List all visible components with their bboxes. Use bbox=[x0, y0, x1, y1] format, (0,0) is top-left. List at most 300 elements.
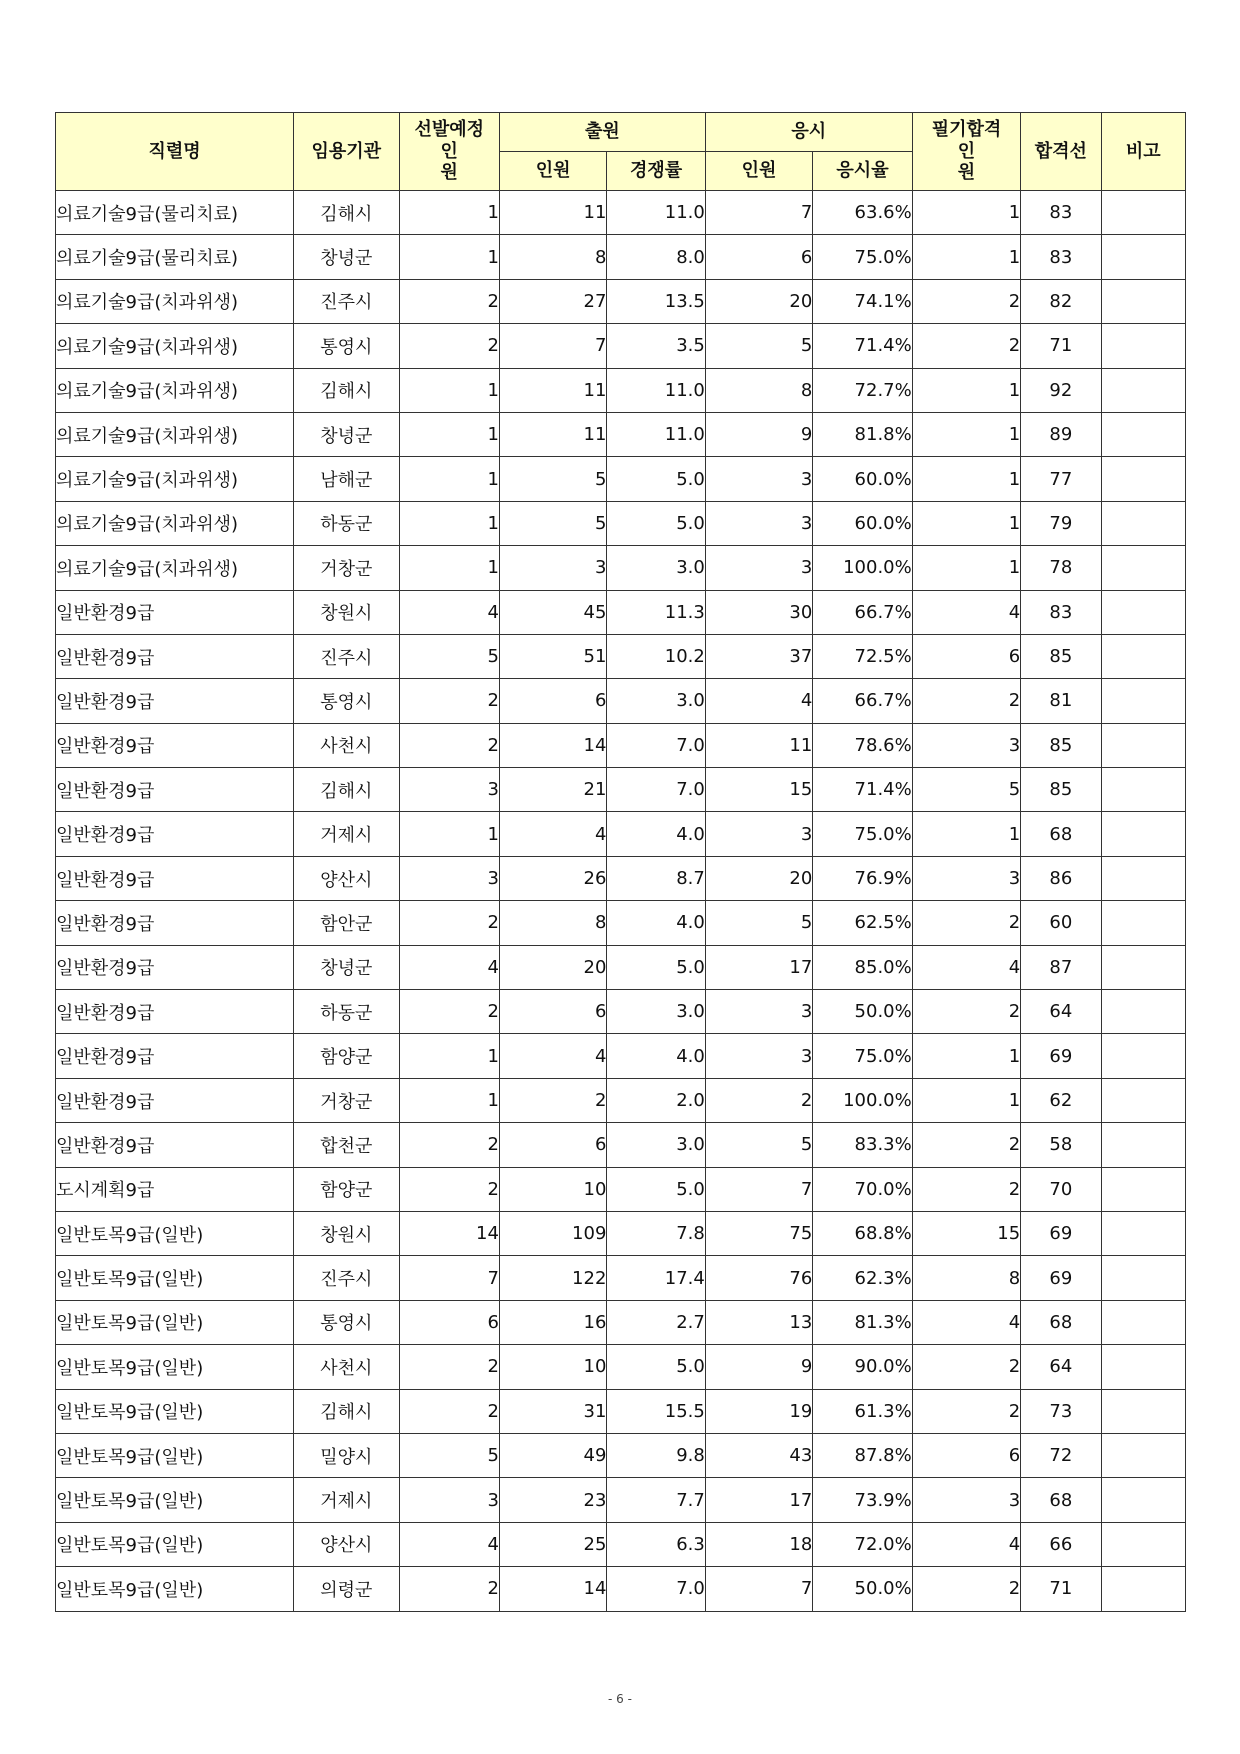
cell-job: 일반환경9급 bbox=[56, 990, 294, 1034]
cell-job: 의료기술9급(치과위생) bbox=[56, 501, 294, 545]
cell-remarks bbox=[1101, 191, 1185, 235]
cell-took-rate: 75.0% bbox=[813, 1034, 912, 1078]
cell-applied-count: 7 bbox=[499, 324, 606, 368]
table-row bbox=[56, 191, 1186, 235]
cell-passed: 1 bbox=[912, 457, 1020, 501]
cell-passed: 1 bbox=[912, 368, 1020, 412]
cell-passed: 2 bbox=[912, 1167, 1020, 1211]
cell-took-rate: 90.0% bbox=[813, 1345, 912, 1389]
cell-agency: 김해시 bbox=[294, 368, 399, 412]
cell-cutoff: 68 bbox=[1021, 812, 1101, 856]
cell-job: 의료기술9급(물리치료) bbox=[56, 235, 294, 279]
cell-agency: 진주시 bbox=[294, 1256, 399, 1300]
cell-took-count: 20 bbox=[705, 279, 812, 323]
cell-cutoff: 86 bbox=[1021, 856, 1101, 900]
cell-planned: 2 bbox=[399, 723, 499, 767]
cell-remarks bbox=[1101, 324, 1185, 368]
cell-took-rate: 74.1% bbox=[813, 279, 912, 323]
cell-agency: 거제시 bbox=[294, 1478, 399, 1522]
cell-job: 의료기술9급(치과위생) bbox=[56, 324, 294, 368]
cell-took-rate: 75.0% bbox=[813, 812, 912, 856]
cell-applied-count: 8 bbox=[499, 901, 606, 945]
cell-took-count: 5 bbox=[705, 324, 812, 368]
table-row bbox=[56, 1567, 1186, 1611]
cell-took-rate: 71.4% bbox=[813, 324, 912, 368]
cell-applied-count: 26 bbox=[499, 856, 606, 900]
header-job: 직렬명 bbox=[56, 113, 294, 191]
cell-job: 일반환경9급 bbox=[56, 634, 294, 678]
cell-passed: 2 bbox=[912, 1345, 1020, 1389]
cell-remarks bbox=[1101, 723, 1185, 767]
cell-agency: 김해시 bbox=[294, 768, 399, 812]
cell-applied-count: 5 bbox=[499, 501, 606, 545]
cell-planned: 1 bbox=[399, 457, 499, 501]
cell-job: 일반환경9급 bbox=[56, 679, 294, 723]
cell-cutoff: 69 bbox=[1021, 1256, 1101, 1300]
cell-remarks bbox=[1101, 1078, 1185, 1122]
cell-competition: 4.0 bbox=[607, 812, 705, 856]
cell-took-count: 15 bbox=[705, 768, 812, 812]
table-row bbox=[56, 1522, 1186, 1566]
cell-competition: 4.0 bbox=[607, 901, 705, 945]
cell-passed: 1 bbox=[912, 1034, 1020, 1078]
cell-applied-count: 10 bbox=[499, 1345, 606, 1389]
table-row bbox=[56, 368, 1186, 412]
cell-competition: 11.0 bbox=[607, 191, 705, 235]
header-took-rate: 응시율 bbox=[813, 152, 912, 191]
cell-cutoff: 87 bbox=[1021, 945, 1101, 989]
cell-cutoff: 79 bbox=[1021, 501, 1101, 545]
cell-remarks bbox=[1101, 1478, 1185, 1522]
cell-took-rate: 60.0% bbox=[813, 457, 912, 501]
cell-passed: 4 bbox=[912, 1522, 1020, 1566]
cell-remarks bbox=[1101, 1433, 1185, 1477]
cell-planned: 3 bbox=[399, 1478, 499, 1522]
cell-applied-count: 6 bbox=[499, 679, 606, 723]
cell-agency: 진주시 bbox=[294, 279, 399, 323]
cell-passed: 2 bbox=[912, 279, 1020, 323]
cell-job: 일반환경9급 bbox=[56, 1123, 294, 1167]
cell-cutoff: 71 bbox=[1021, 324, 1101, 368]
cell-planned: 4 bbox=[399, 590, 499, 634]
cell-cutoff: 73 bbox=[1021, 1389, 1101, 1433]
cell-cutoff: 64 bbox=[1021, 990, 1101, 1034]
cell-agency: 사천시 bbox=[294, 723, 399, 767]
cell-competition: 11.0 bbox=[607, 368, 705, 412]
cell-planned: 2 bbox=[399, 1345, 499, 1389]
cell-cutoff: 70 bbox=[1021, 1167, 1101, 1211]
cell-applied-count: 8 bbox=[499, 235, 606, 279]
table-row bbox=[56, 679, 1186, 723]
header-took: 응시 bbox=[705, 113, 912, 152]
cell-took-count: 19 bbox=[705, 1389, 812, 1433]
header-planned-line1: 선발예정 bbox=[414, 119, 484, 141]
cell-agency: 통영시 bbox=[294, 679, 399, 723]
cell-cutoff: 92 bbox=[1021, 368, 1101, 412]
cell-competition: 3.5 bbox=[607, 324, 705, 368]
cell-took-count: 4 bbox=[705, 679, 812, 723]
header-remarks: 비고 bbox=[1101, 113, 1185, 191]
cell-remarks bbox=[1101, 901, 1185, 945]
cell-took-rate: 50.0% bbox=[813, 990, 912, 1034]
cell-planned: 7 bbox=[399, 1256, 499, 1300]
table-row bbox=[56, 1300, 1186, 1344]
cell-planned: 1 bbox=[399, 191, 499, 235]
cell-competition: 8.0 bbox=[607, 235, 705, 279]
cell-took-count: 7 bbox=[705, 1567, 812, 1611]
cell-passed: 4 bbox=[912, 590, 1020, 634]
cell-remarks bbox=[1101, 1123, 1185, 1167]
cell-job: 도시계획9급 bbox=[56, 1167, 294, 1211]
cell-took-count: 7 bbox=[705, 191, 812, 235]
cell-job: 일반토목9급(일반) bbox=[56, 1389, 294, 1433]
table-row bbox=[56, 1211, 1186, 1255]
cell-agency: 밀양시 bbox=[294, 1433, 399, 1477]
table-row bbox=[56, 1478, 1186, 1522]
cell-planned: 2 bbox=[399, 1567, 499, 1611]
cell-took-rate: 71.4% bbox=[813, 768, 912, 812]
cell-remarks bbox=[1101, 368, 1185, 412]
cell-job: 일반환경9급 bbox=[56, 1078, 294, 1122]
cell-remarks bbox=[1101, 279, 1185, 323]
cell-agency: 창원시 bbox=[294, 590, 399, 634]
cell-took-count: 75 bbox=[705, 1211, 812, 1255]
table-row bbox=[56, 723, 1186, 767]
cell-job: 일반환경9급 bbox=[56, 812, 294, 856]
cell-applied-count: 31 bbox=[499, 1389, 606, 1433]
cell-passed: 2 bbox=[912, 1389, 1020, 1433]
cell-took-rate: 70.0% bbox=[813, 1167, 912, 1211]
header-competition: 경쟁률 bbox=[607, 152, 705, 191]
table-row bbox=[56, 812, 1186, 856]
cell-remarks bbox=[1101, 1522, 1185, 1566]
cell-planned: 2 bbox=[399, 1167, 499, 1211]
cell-cutoff: 85 bbox=[1021, 768, 1101, 812]
cell-planned: 2 bbox=[399, 1389, 499, 1433]
cell-agency: 하동군 bbox=[294, 990, 399, 1034]
cell-cutoff: 81 bbox=[1021, 679, 1101, 723]
cell-competition: 17.4 bbox=[607, 1256, 705, 1300]
cell-took-count: 17 bbox=[705, 945, 812, 989]
cell-took-count: 18 bbox=[705, 1522, 812, 1566]
cell-cutoff: 89 bbox=[1021, 412, 1101, 456]
cell-job: 일반환경9급 bbox=[56, 945, 294, 989]
table-row bbox=[56, 590, 1186, 634]
cell-job: 일반토목9급(일반) bbox=[56, 1567, 294, 1611]
table-row bbox=[56, 768, 1186, 812]
header-passed bbox=[912, 113, 1020, 191]
header-planned-line2: 인 원 bbox=[440, 140, 487, 184]
header-passed-line2: 인 원 bbox=[957, 140, 1004, 184]
cell-took-rate: 63.6% bbox=[813, 191, 912, 235]
cell-took-rate: 83.3% bbox=[813, 1123, 912, 1167]
cell-remarks bbox=[1101, 1256, 1185, 1300]
cell-remarks bbox=[1101, 1211, 1185, 1255]
table-body bbox=[56, 191, 1186, 1612]
cell-took-count: 5 bbox=[705, 901, 812, 945]
cell-planned: 2 bbox=[399, 324, 499, 368]
cell-applied-count: 122 bbox=[499, 1256, 606, 1300]
cell-took-rate: 60.0% bbox=[813, 501, 912, 545]
cell-agency: 하동군 bbox=[294, 501, 399, 545]
cell-passed: 1 bbox=[912, 191, 1020, 235]
cell-planned: 4 bbox=[399, 1522, 499, 1566]
cell-passed: 6 bbox=[912, 634, 1020, 678]
cell-applied-count: 20 bbox=[499, 945, 606, 989]
cell-applied-count: 4 bbox=[499, 812, 606, 856]
cell-took-count: 30 bbox=[705, 590, 812, 634]
cell-competition: 7.8 bbox=[607, 1211, 705, 1255]
cell-remarks bbox=[1101, 768, 1185, 812]
cell-took-rate: 73.9% bbox=[813, 1478, 912, 1522]
cell-passed: 1 bbox=[912, 812, 1020, 856]
cell-took-rate: 75.0% bbox=[813, 235, 912, 279]
cell-agency: 창녕군 bbox=[294, 235, 399, 279]
cell-remarks bbox=[1101, 634, 1185, 678]
cell-competition: 2.0 bbox=[607, 1078, 705, 1122]
cell-job: 의료기술9급(치과위생) bbox=[56, 368, 294, 412]
cell-agency: 창원시 bbox=[294, 1211, 399, 1255]
cell-took-rate: 85.0% bbox=[813, 945, 912, 989]
cell-agency: 진주시 bbox=[294, 634, 399, 678]
cell-competition: 3.0 bbox=[607, 990, 705, 1034]
cell-planned: 5 bbox=[399, 1433, 499, 1477]
cell-planned: 2 bbox=[399, 279, 499, 323]
cell-remarks bbox=[1101, 1389, 1185, 1433]
cell-applied-count: 23 bbox=[499, 1478, 606, 1522]
cell-applied-count: 25 bbox=[499, 1522, 606, 1566]
cell-planned: 2 bbox=[399, 679, 499, 723]
cell-competition: 5.0 bbox=[607, 501, 705, 545]
cell-job: 일반토목9급(일반) bbox=[56, 1345, 294, 1389]
cell-planned: 1 bbox=[399, 501, 499, 545]
header-cutoff: 합격선 bbox=[1021, 113, 1101, 191]
cell-job: 일반환경9급 bbox=[56, 723, 294, 767]
table-row bbox=[56, 279, 1186, 323]
cell-cutoff: 60 bbox=[1021, 901, 1101, 945]
table-row bbox=[56, 1389, 1186, 1433]
cell-agency: 남해군 bbox=[294, 457, 399, 501]
cell-competition: 5.0 bbox=[607, 1167, 705, 1211]
table-row bbox=[56, 634, 1186, 678]
cell-agency: 의령군 bbox=[294, 1567, 399, 1611]
cell-planned: 1 bbox=[399, 812, 499, 856]
cell-job: 일반토목9급(일반) bbox=[56, 1522, 294, 1566]
cell-competition: 3.0 bbox=[607, 679, 705, 723]
cell-competition: 6.3 bbox=[607, 1522, 705, 1566]
cell-job: 의료기술9급(치과위생) bbox=[56, 279, 294, 323]
cell-planned: 3 bbox=[399, 856, 499, 900]
cell-planned: 1 bbox=[399, 1078, 499, 1122]
cell-agency: 거제시 bbox=[294, 812, 399, 856]
cell-passed: 4 bbox=[912, 945, 1020, 989]
cell-cutoff: 58 bbox=[1021, 1123, 1101, 1167]
cell-took-count: 3 bbox=[705, 990, 812, 1034]
cell-planned: 1 bbox=[399, 546, 499, 590]
cell-cutoff: 72 bbox=[1021, 1433, 1101, 1477]
cell-took-rate: 78.6% bbox=[813, 723, 912, 767]
cell-applied-count: 11 bbox=[499, 368, 606, 412]
cell-cutoff: 83 bbox=[1021, 191, 1101, 235]
cell-planned: 4 bbox=[399, 945, 499, 989]
cell-took-count: 3 bbox=[705, 501, 812, 545]
exam-results-table bbox=[55, 112, 1186, 1612]
cell-passed: 1 bbox=[912, 1078, 1020, 1122]
table-row bbox=[56, 324, 1186, 368]
cell-applied-count: 6 bbox=[499, 1123, 606, 1167]
cell-planned: 1 bbox=[399, 235, 499, 279]
cell-job: 일반환경9급 bbox=[56, 901, 294, 945]
table-row bbox=[56, 501, 1186, 545]
cell-cutoff: 68 bbox=[1021, 1300, 1101, 1344]
cell-took-count: 7 bbox=[705, 1167, 812, 1211]
cell-competition: 7.0 bbox=[607, 723, 705, 767]
header-passed-line1: 필기합격 bbox=[931, 119, 1002, 141]
cell-job: 일반환경9급 bbox=[56, 590, 294, 634]
cell-passed: 8 bbox=[912, 1256, 1020, 1300]
cell-applied-count: 6 bbox=[499, 990, 606, 1034]
cell-competition: 11.3 bbox=[607, 590, 705, 634]
cell-passed: 1 bbox=[912, 412, 1020, 456]
cell-took-rate: 76.9% bbox=[813, 856, 912, 900]
table-row bbox=[56, 945, 1186, 989]
table-row bbox=[56, 901, 1186, 945]
cell-passed: 6 bbox=[912, 1433, 1020, 1477]
cell-took-count: 76 bbox=[705, 1256, 812, 1300]
cell-passed: 1 bbox=[912, 235, 1020, 279]
cell-remarks bbox=[1101, 457, 1185, 501]
cell-passed: 2 bbox=[912, 901, 1020, 945]
cell-competition: 4.0 bbox=[607, 1034, 705, 1078]
cell-took-count: 2 bbox=[705, 1078, 812, 1122]
cell-passed: 2 bbox=[912, 324, 1020, 368]
header-took-count: 인원 bbox=[705, 152, 812, 191]
cell-job: 의료기술9급(치과위생) bbox=[56, 412, 294, 456]
cell-took-count: 9 bbox=[705, 412, 812, 456]
table-row bbox=[56, 1345, 1186, 1389]
cell-took-rate: 100.0% bbox=[813, 1078, 912, 1122]
cell-agency: 통영시 bbox=[294, 1300, 399, 1344]
cell-agency: 김해시 bbox=[294, 191, 399, 235]
cell-agency: 함안군 bbox=[294, 901, 399, 945]
cell-took-rate: 50.0% bbox=[813, 1567, 912, 1611]
cell-took-count: 3 bbox=[705, 812, 812, 856]
cell-agency: 창녕군 bbox=[294, 412, 399, 456]
cell-agency: 합천군 bbox=[294, 1123, 399, 1167]
cell-competition: 5.0 bbox=[607, 945, 705, 989]
cell-applied-count: 109 bbox=[499, 1211, 606, 1255]
cell-took-rate: 87.8% bbox=[813, 1433, 912, 1477]
cell-competition: 8.7 bbox=[607, 856, 705, 900]
cell-took-count: 8 bbox=[705, 368, 812, 412]
cell-job: 일반토목9급(일반) bbox=[56, 1478, 294, 1522]
cell-passed: 4 bbox=[912, 1300, 1020, 1344]
table-row bbox=[56, 1433, 1186, 1477]
cell-agency: 함양군 bbox=[294, 1167, 399, 1211]
cell-took-rate: 72.7% bbox=[813, 368, 912, 412]
cell-took-rate: 81.3% bbox=[813, 1300, 912, 1344]
cell-took-count: 6 bbox=[705, 235, 812, 279]
cell-cutoff: 83 bbox=[1021, 590, 1101, 634]
cell-planned: 2 bbox=[399, 1123, 499, 1167]
table-row bbox=[56, 235, 1186, 279]
cell-planned: 6 bbox=[399, 1300, 499, 1344]
cell-passed: 15 bbox=[912, 1211, 1020, 1255]
cell-applied-count: 3 bbox=[499, 546, 606, 590]
cell-took-rate: 72.0% bbox=[813, 1522, 912, 1566]
cell-remarks bbox=[1101, 590, 1185, 634]
cell-remarks bbox=[1101, 945, 1185, 989]
cell-competition: 5.0 bbox=[607, 457, 705, 501]
cell-competition: 7.0 bbox=[607, 768, 705, 812]
cell-applied-count: 4 bbox=[499, 1034, 606, 1078]
cell-remarks bbox=[1101, 990, 1185, 1034]
cell-took-count: 5 bbox=[705, 1123, 812, 1167]
cell-took-rate: 100.0% bbox=[813, 546, 912, 590]
cell-competition: 15.5 bbox=[607, 1389, 705, 1433]
cell-job: 일반환경9급 bbox=[56, 768, 294, 812]
cell-cutoff: 82 bbox=[1021, 279, 1101, 323]
header-agency: 임용기관 bbox=[294, 113, 399, 191]
cell-remarks bbox=[1101, 812, 1185, 856]
cell-cutoff: 85 bbox=[1021, 723, 1101, 767]
cell-took-rate: 61.3% bbox=[813, 1389, 912, 1433]
cell-competition: 10.2 bbox=[607, 634, 705, 678]
cell-agency: 거창군 bbox=[294, 546, 399, 590]
cell-competition: 3.0 bbox=[607, 546, 705, 590]
cell-applied-count: 11 bbox=[499, 191, 606, 235]
cell-job: 의료기술9급(물리치료) bbox=[56, 191, 294, 235]
cell-took-count: 37 bbox=[705, 634, 812, 678]
cell-job: 일반환경9급 bbox=[56, 1034, 294, 1078]
cell-agency: 양산시 bbox=[294, 856, 399, 900]
cell-cutoff: 71 bbox=[1021, 1567, 1101, 1611]
cell-applied-count: 14 bbox=[499, 723, 606, 767]
cell-passed: 5 bbox=[912, 768, 1020, 812]
cell-agency: 양산시 bbox=[294, 1522, 399, 1566]
cell-competition: 2.7 bbox=[607, 1300, 705, 1344]
cell-took-count: 11 bbox=[705, 723, 812, 767]
cell-job: 의료기술9급(치과위생) bbox=[56, 457, 294, 501]
cell-agency: 거창군 bbox=[294, 1078, 399, 1122]
table-row bbox=[56, 856, 1186, 900]
cell-applied-count: 27 bbox=[499, 279, 606, 323]
cell-applied-count: 45 bbox=[499, 590, 606, 634]
cell-took-count: 20 bbox=[705, 856, 812, 900]
cell-passed: 2 bbox=[912, 1123, 1020, 1167]
cell-applied-count: 49 bbox=[499, 1433, 606, 1477]
cell-planned: 14 bbox=[399, 1211, 499, 1255]
cell-took-rate: 62.5% bbox=[813, 901, 912, 945]
cell-took-count: 3 bbox=[705, 1034, 812, 1078]
cell-took-count: 17 bbox=[705, 1478, 812, 1522]
cell-cutoff: 68 bbox=[1021, 1478, 1101, 1522]
cell-applied-count: 21 bbox=[499, 768, 606, 812]
table-row bbox=[56, 412, 1186, 456]
cell-remarks bbox=[1101, 546, 1185, 590]
cell-job: 의료기술9급(치과위생) bbox=[56, 546, 294, 590]
cell-competition: 3.0 bbox=[607, 1123, 705, 1167]
cell-applied-count: 16 bbox=[499, 1300, 606, 1344]
cell-agency: 사천시 bbox=[294, 1345, 399, 1389]
cell-applied-count: 51 bbox=[499, 634, 606, 678]
header-applied: 출원 bbox=[499, 113, 705, 152]
cell-remarks bbox=[1101, 1300, 1185, 1344]
cell-took-rate: 68.8% bbox=[813, 1211, 912, 1255]
cell-remarks bbox=[1101, 679, 1185, 723]
header-planned bbox=[399, 113, 499, 191]
cell-applied-count: 14 bbox=[499, 1567, 606, 1611]
